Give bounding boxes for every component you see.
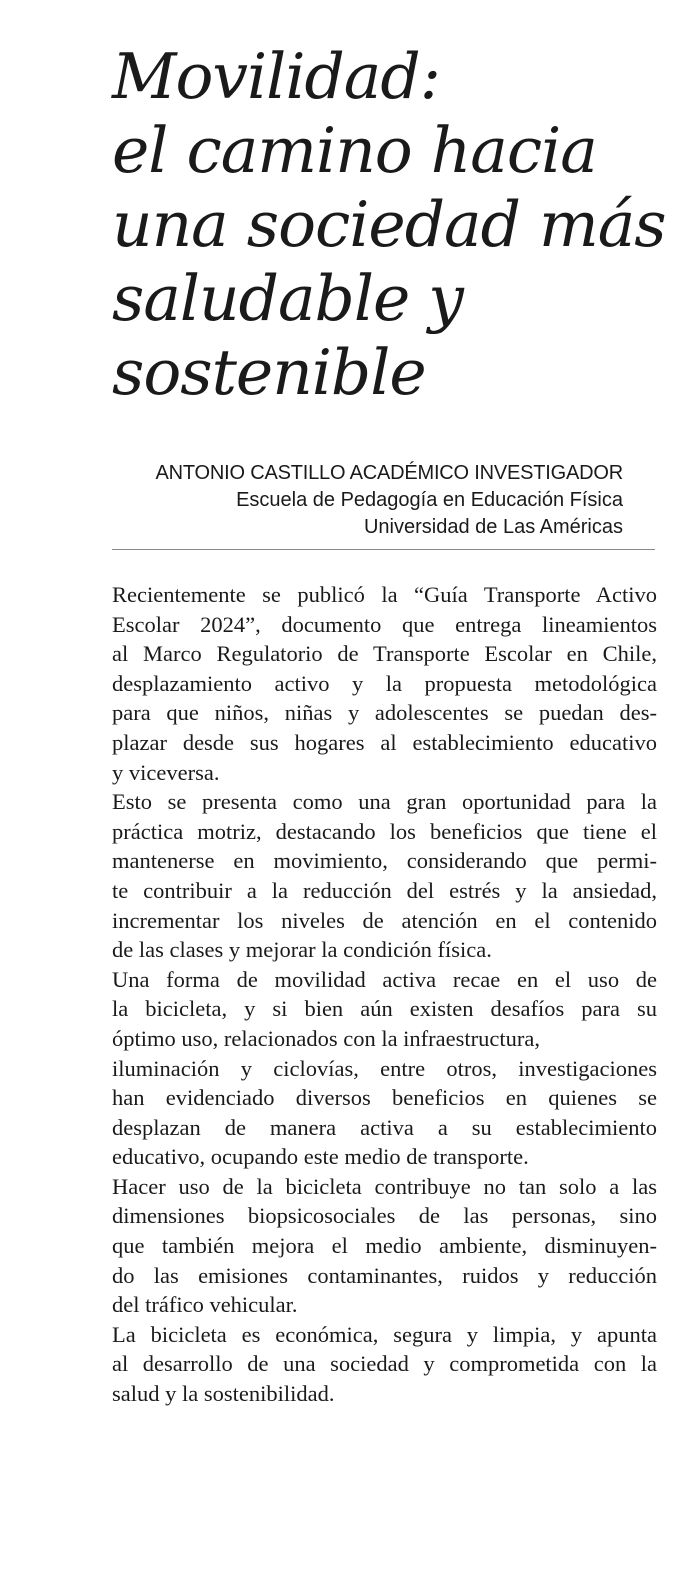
body-line: Hacer uso de la bicicleta contribuye no tan solo a las	[112, 1173, 657, 1199]
body-line: han evidenciado diversos beneficios en quienes se	[112, 1085, 657, 1111]
author-name: ANTONIO CASTILLO ACADÉMICO INVESTIGADOR	[155, 462, 623, 484]
body-line: desplazamiento activo y la propuesta metodológica	[112, 670, 657, 696]
body-line: iluminación y ciclovías, entre otros, investigaciones	[112, 1055, 657, 1081]
body-line: te contribuir a la reducción del estrés y la ansiedad,	[112, 877, 657, 903]
body-line: salud y la sostenibilidad.	[112, 1381, 335, 1407]
headline-line: el camino hacia	[112, 114, 597, 187]
body-line: que también mejora el medio ambiente, disminuyen-	[112, 1233, 657, 1259]
body-line: práctica motriz, destacando los beneficios que tiene el	[112, 818, 657, 844]
body-line: dimensiones biopsicosociales de las personas, sino	[112, 1203, 657, 1229]
headline-line: saludable y	[112, 262, 463, 335]
byline-divider	[112, 549, 655, 550]
article-headline	[112, 40, 672, 410]
body-line: del tráfico vehicular.	[112, 1292, 298, 1318]
body-line: incrementar los niveles de atención en el contenido	[112, 907, 657, 933]
body-line: la bicicleta, y si bien aún existen desafíos para su	[112, 996, 657, 1022]
body-line: La bicicleta es económica, segura y limpia, y apunta	[112, 1321, 657, 1347]
body-line: al desarrollo de una sociedad y comprometida con la	[112, 1351, 657, 1377]
headline-line: sostenible	[112, 336, 426, 409]
body-line: Recientemente se publicó la “Guía Transporte Activo	[112, 582, 657, 607]
body-line: plazar desde sus hogares al establecimiento educativo	[112, 729, 657, 755]
body-line: de las clases y mejorar la condición física.	[112, 937, 492, 963]
article-body	[112, 580, 657, 1409]
author-byline	[156, 460, 623, 541]
body-line: al Marco Regulatorio de Transporte Escolar en Chile,	[112, 641, 657, 667]
body-line: para que niños, niñas y adolescentes se puedan des-	[112, 700, 657, 726]
body-line: Una forma de movilidad activa recae en el uso de	[112, 966, 657, 992]
body-line: mantenerse en movimiento, considerando que permi-	[112, 848, 657, 874]
body-line: Esto se presenta como una gran oportunidad para la	[112, 789, 657, 815]
body-line: desplazan de manera activa a su establecimiento	[112, 1114, 657, 1140]
headline-line: Movilidad:	[112, 40, 440, 113]
body-line: do las emisiones contaminantes, ruidos y reducción	[112, 1262, 657, 1288]
body-line: y viceversa.	[112, 759, 220, 785]
author-department: Escuela de Pedagogía en Educación Física	[236, 489, 623, 511]
author-university: Universidad de Las Américas	[363, 516, 623, 538]
body-line: educativo, ocupando este medio de transporte.	[112, 1144, 529, 1170]
body-line: óptimo uso, relacionados con la infraestructura,	[112, 1025, 540, 1051]
headline-line: una sociedad más	[112, 188, 666, 261]
body-line: Escolar 2024”, documento que entrega lineamientos	[112, 611, 657, 637]
